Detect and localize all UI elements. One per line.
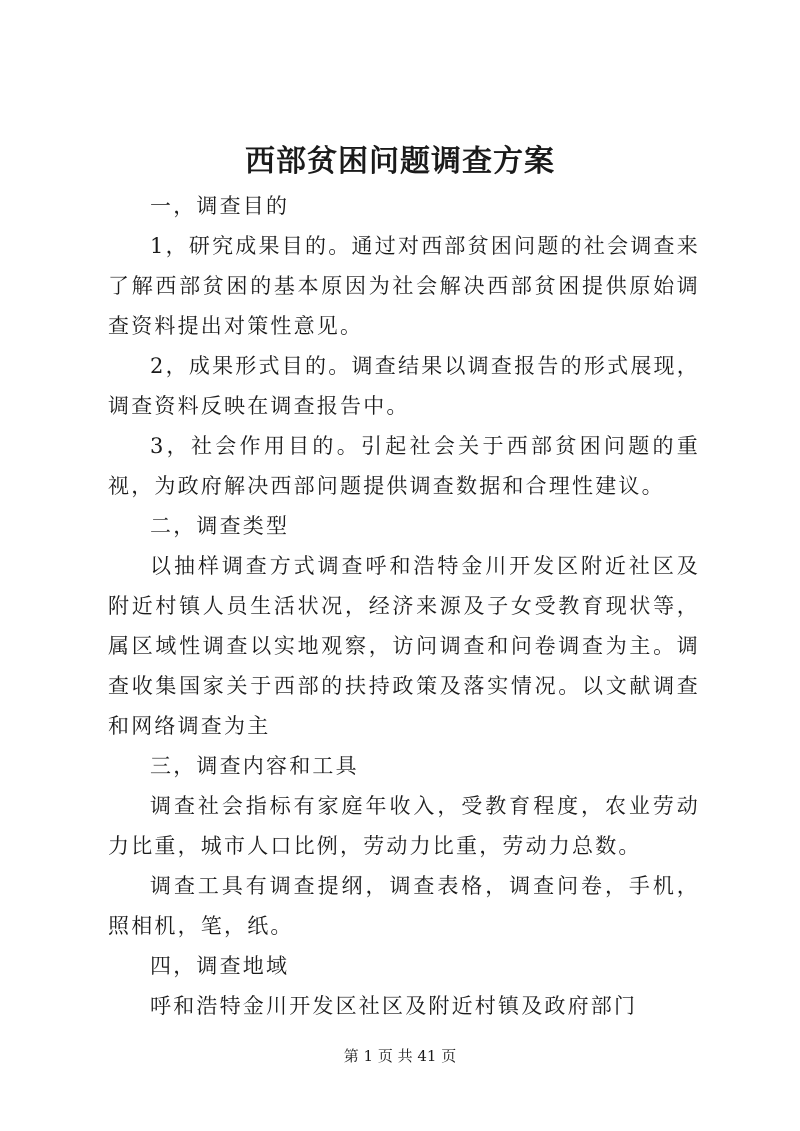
document-body [108,186,700,1026]
paragraph-type: 以抽样调查方式调查呼和浩特金川开发区附近社区及附近村镇人员生活状况，经济来源及子女受教育现状等，属区域性调查以实地观察，访问调查和问卷调查为主。调查收集国家关于西部的扶持政策及落实情况。以文献调查和网络调查为主 [108,554,700,738]
section-heading-type: 二，调查类型 [150,514,290,538]
paragraph-indicators: 调查社会指标有家庭年收入，受教育程度，农业劳动力比重，城市人口比例，劳动力比重，劳动力总数。 [108,794,700,858]
paragraph-purpose-1: 1，研究成果目的。通过对西部贫困问题的社会调查来了解西部贫困的基本原因为社会解决西部贫困提供原始调查资料提出对策性意见。 [108,234,700,338]
section-heading-purpose: 一，调查目的 [150,194,290,218]
paragraph-tools: 调查工具有调查提纲，调查表格，调查问卷，手机，照相机，笔，纸。 [108,874,700,938]
paragraph-purpose-2: 2，成果形式目的。调查结果以调查报告的形式展现，调查资料反映在调查报告中。 [108,354,700,418]
paragraph-purpose-3: 3，社会作用目的。引起社会关于西部贫困问题的重视，为政府解决西部问题提供调查数据和合理性建议。 [108,434,700,498]
paragraph-region: 呼和浩特金川开发区社区及附近村镇及政府部门 [150,994,638,1018]
section-heading-region: 四，调查地域 [150,954,290,978]
section-heading-content-tools: 三，调查内容和工具 [150,754,359,778]
document-title: 西部贫困问题调查方案 [245,144,555,179]
page-number-footer: 第 1 页 共 41 页 [343,1047,457,1065]
